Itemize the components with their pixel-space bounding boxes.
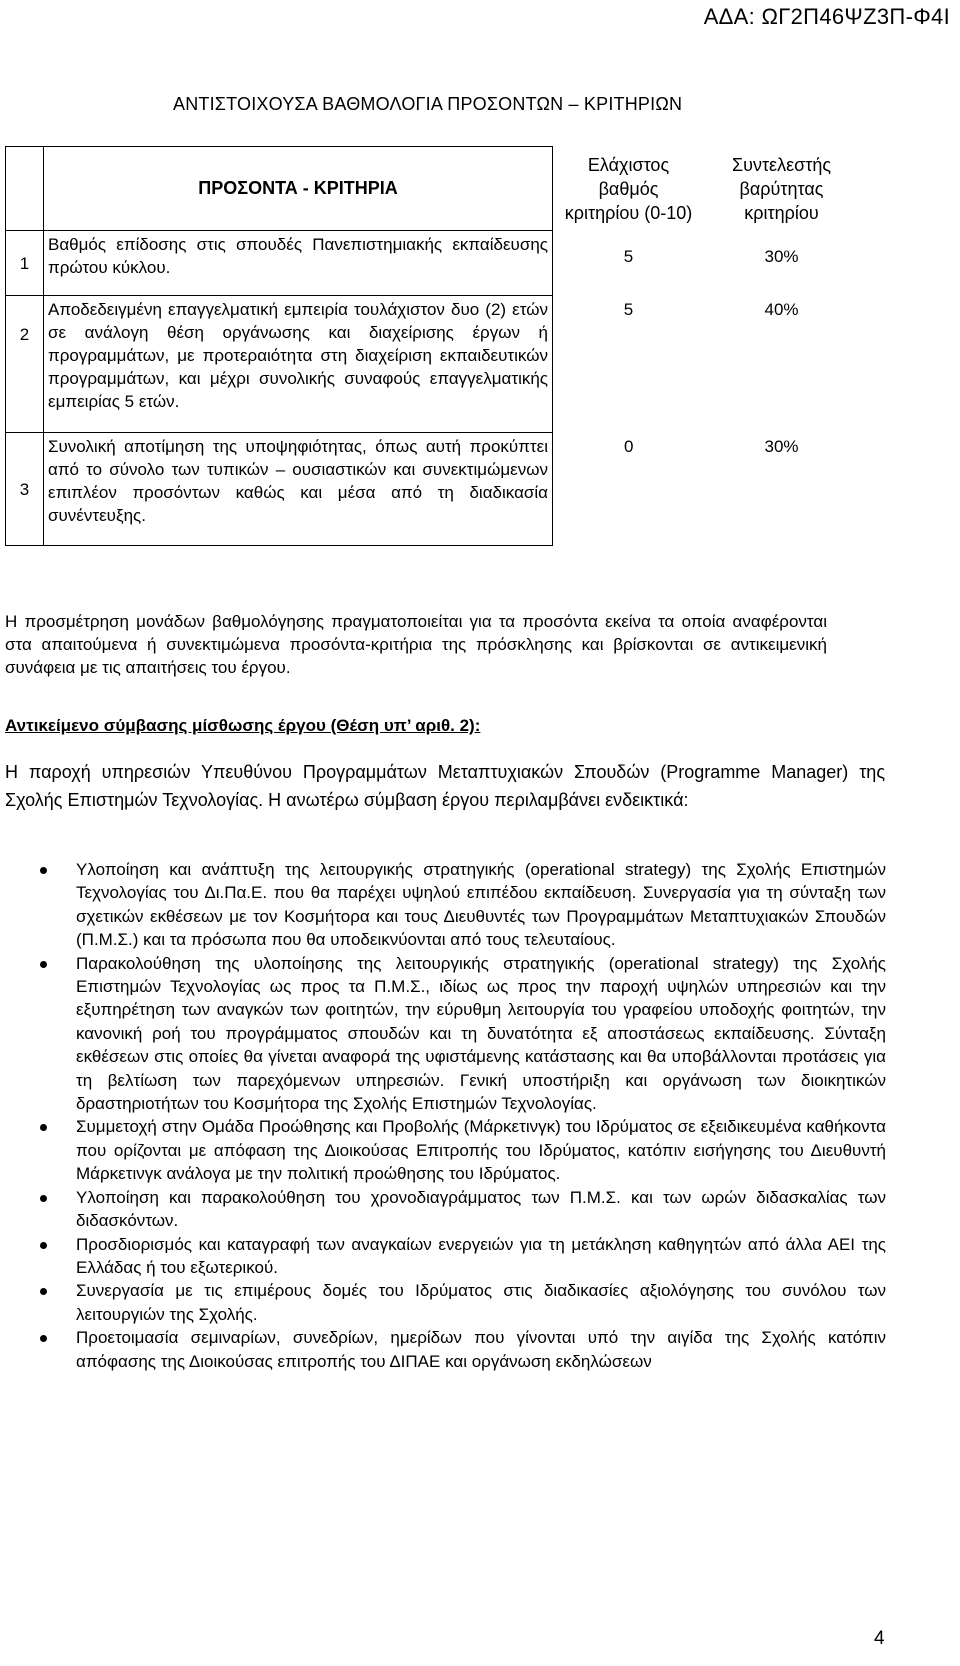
bullet-icon: [40, 1335, 47, 1342]
row-number: 1: [6, 231, 44, 296]
table-row: [6, 296, 859, 433]
list-item: Υλοποίηση και ανάπτυξη της λειτουργικής στρατηγικής (operational strategy) της Σχολής Επιστημών Τεχνολογίας του Δι.Πα.Ε. που θα παρέχει υψηλού επιπέδου εκπαίδευση. Συνεργασία για τη σύνταξη των σχετικών εκθέσεων με τον Κοσμήτορα και τους Διευθυντές των Προγραμμάτων Μεταπτυχιακών Σπουδών (Π.Μ.Σ.) και τα πρόσωπα που θα υποδεικνύονται από τους τελευταίους.: [0, 858, 886, 952]
list-item: Υλοποίηση και παρακολούθηση του χρονοδιαγράμματος των Π.Μ.Σ. και των ωρών διδασκαλίας των διδασκόντων.: [0, 1186, 886, 1233]
duties-list: [0, 858, 886, 1373]
header-min-score: Ελάχιστος βαθμός κριτηρίου (0-10): [564, 154, 693, 223]
contract-description: Η παροχή υπηρεσιών Υπευθύνου Προγραμμάτων Μεταπτυχιακών Σπουδών (Programme Manager) της Σχολής Επιστημών Τεχνολογίας. Η ανωτέρω σύμβαση έργου περιλαμβάνει ενδεικτικά:: [5, 762, 885, 810]
page-number: 4: [874, 1628, 885, 1649]
row-description: Βαθμός επίδοσης στις σπουδές Πανεπιστημιακής εκπαίδευσης πρώτου κύκλου.: [44, 231, 553, 296]
bullet-icon: [40, 1124, 47, 1131]
row-weight: 30%: [764, 436, 799, 456]
list-item: Συμμετοχή στην Ομάδα Προώθησης και Προβολής (Μάρκετινγκ) του Ιδρύματος σε εξειδικευμένα καθήκοντα που ορίζονται με απόφαση της Διοικούσας Επιτροπής του Ιδρύματος, κατόπιν εισήγησης του Διευθυντή Μάρκετινγκ ανάλογα με την πολιτική προώθησης του Ιδρύματος.: [0, 1115, 886, 1185]
row-description: Συνολική αποτίμηση της υποψηφιότητας, όπως αυτή προκύπτει από το σύνολο των τυπικών – ουσιαστικών και συνεκτιμώμενων επιπλέον προσόντων καθώς και μέσα από τη διαδικασία συνέντευξης.: [44, 433, 553, 546]
scoring-paragraph: Η προσμέτρηση μονάδων βαθμολόγησης πραγματοποιείται για τα προσόντα εκείνα τα οποία αναφέρονται στα απαιτούμενα ή συνεκτιμώμενα προσόντα-κριτήρια της πρόσκλησης και βρίσκονται σε αντικειμενική συνάφεια με τις απαιτήσεις του έργου.: [5, 612, 827, 677]
row-weight: 40%: [764, 299, 799, 319]
bullet-icon: [40, 1288, 47, 1295]
bullet-icon: [40, 867, 47, 874]
section-heading: Αντικείμενο σύμβασης μίσθωσης έργου (Θέση υπ’ αριθ. 2):: [5, 716, 481, 735]
row-min-score: 5: [623, 299, 634, 319]
document-title: ΑΝΤΙΣΤΟΙΧΟΥΣΑ ΒΑΘΜΟΛΟΓΙΑ ΠΡΟΣΟΝΤΩΝ – ΚΡΙΤΗΡΙΩΝ: [173, 94, 683, 114]
list-item: Συνεργασία με τις επιμέρους δομές του Ιδρύματος στις διαδικασίες αξιολόγησης του συνόλου των λειτουργιών της Σχολής.: [0, 1279, 886, 1326]
list-item: Παρακολούθηση της υλοποίησης της λειτουργικής στρατηγικής (operational strategy) της Σχολής Επιστημών Τεχνολογίας ως προς τα Π.Μ.Σ., ιδίως ως προς την παροχή υψηλών υπηρεσιών και την εξυπηρέτηση των αναγκών των φοιτητών, την εύρυθμη λειτουργία του γραφείου υποδοχής φοιτητών, την κανονική ροή του προγράμματος σπουδών και τη δυνατότητα εξ αποστάσεως εκπαίδευσης. Σύνταξη εκθέσεων στις οποίες θα γίνεται αναφορά της υφιστάμενης κατάστασης και θα υποβάλλονται προτάσεις για τη βελτίωση των παρεχόμενων υπηρεσιών. Γενική υποστήριξη και οργάνωση των διοικητικών δραστηριοτήτων του Κοσμήτορα της Σχολής Επιστημών Τεχνολογίας.: [0, 952, 886, 1116]
header-weight: Συντελεστής βαρύτητας κριτηρίου: [731, 154, 832, 223]
row-number: 3: [6, 433, 44, 546]
row-description: Αποδεδειγμένη επαγγελματική εμπειρία τουλάχιστον δυο (2) ετών σε ανάλογη θέση οργάνωσης και διαχείρισης έργων ή προγραμμάτων, με προτεραιότητα στη διαχείριση εκπαιδευτικών προγραμμάτων, και μέχρι συνολικής συναφούς επαγγελματικής εμπειρίας 5 ετών.: [44, 296, 553, 433]
header-criteria: ΠΡΟΣΟΝΤΑ - ΚΡΙΤΗΡΙΑ: [44, 147, 553, 231]
table-header-row: [6, 147, 859, 231]
list-item: Προσδιορισμός και καταγραφή των αναγκαίων ενεργειών για τη μετάκληση καθηγητών από άλλα ΑΕΙ της Ελλάδας ή του εξωτερικού.: [0, 1233, 886, 1280]
row-number: 2: [6, 296, 44, 433]
criteria-table: [5, 146, 859, 546]
bullet-icon: [40, 1242, 47, 1249]
row-weight: 30%: [764, 246, 799, 266]
ada-code: ΑΔΑ: ΩΓ2Π46ΨΖ3Π-Φ4Ι: [703, 4, 950, 29]
bullet-icon: [40, 1195, 47, 1202]
row-min-score: 5: [623, 246, 634, 266]
row-min-score: 0: [624, 436, 634, 456]
bullet-icon: [40, 961, 47, 968]
table-row: [6, 231, 859, 296]
list-item: Προετοιμασία σεμιναρίων, συνεδρίων, ημερίδων που γίνονται υπό την αιγίδα της Σχολής κατόπιν απόφασης της Διοικούσας επιτροπής του ΔΙΠΑΕ και οργάνωση εκδηλώσεων: [0, 1326, 886, 1373]
table-row: [6, 433, 859, 546]
